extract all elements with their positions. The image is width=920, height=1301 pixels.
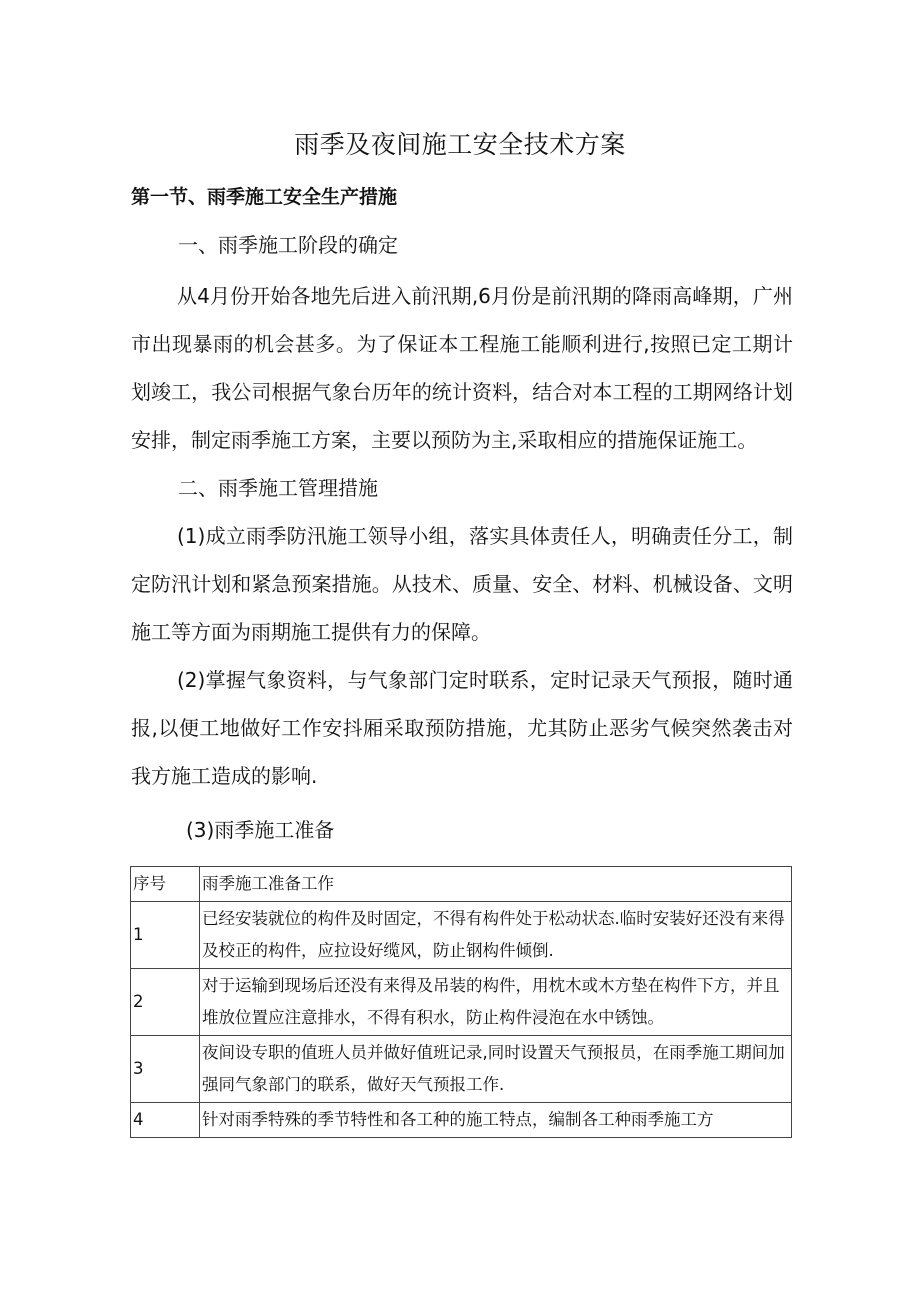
table-header-row (131, 867, 792, 902)
row-text: 针对雨季特殊的季节特性和各工种的施工特点，编制各工种雨季施工方 (200, 1103, 792, 1138)
subheading-management: 二、雨季施工管理措施 (178, 476, 378, 500)
table-row (131, 902, 792, 969)
table-row (131, 969, 792, 1036)
paragraph-measure-1: (1)成立雨季防汛施工领导小组，落实具体责任人，明确责任分工，制定防汛计划和紧急预案措施。从技术、质量、安全、材料、机械设备、文明施工等方面为雨期施工提供有力的保障。 (131, 524, 793, 644)
row-number: 1 (131, 902, 200, 969)
preparation-table (130, 866, 792, 1138)
row-text: 夜间设专职的值班人员并做好值班记录,同时设置天气预报员，在雨季施工期间加强同气象部门的联系，做好天气预报工作. (200, 1036, 792, 1103)
row-text: 对于运输到现场后还没有来得及吊装的构件，用枕木或木方垫在构件下方，并且堆放位置应注意排水，不得有积水，防止构件浸泡在水中锈蚀。 (200, 969, 792, 1036)
document-title: 雨季及夜间施工安全技术方案 (294, 130, 626, 159)
header-work: 雨季施工准备工作 (200, 867, 792, 902)
row-number: 2 (131, 969, 200, 1036)
subheading-preparation: (3)雨季施工准备 (186, 818, 335, 842)
subheading-stage: 一、雨季施工阶段的确定 (178, 233, 398, 257)
section-heading: 第一节、雨季施工安全生产措施 (131, 186, 398, 208)
row-number: 4 (131, 1103, 200, 1138)
row-text: 已经安装就位的构件及时固定，不得有构件处于松动状态.临时安装好还没有来得及校正的构件，应拉设好缆风，防止钢构件倾倒. (200, 902, 792, 969)
row-number: 3 (131, 1036, 200, 1103)
header-no: 序号 (131, 867, 200, 902)
table-row (131, 1103, 792, 1138)
paragraph-measure-2: (2)掌握气象资料，与气象部门定时联系，定时记录天气预报，随时通报,以便工地做好工作安抖厢采取预防措施，尤其防止恶劣气候突然袭击对我方施工造成的影响. (131, 668, 793, 788)
table-row (131, 1036, 792, 1103)
paragraph-stage: 从4月份开始各地先后进入前汛期,6月份是前汛期的降雨高峰期，广州市出现暴雨的机会甚多。为了保证本工程施工能顺利进行,按照已定工期计划竣工，我公司根据气象台历年的统计资料，结合对本工程的工期网络计划安排，制定雨季施工方案，主要以预防为主,采取相应的措施保证施工。 (131, 284, 793, 452)
